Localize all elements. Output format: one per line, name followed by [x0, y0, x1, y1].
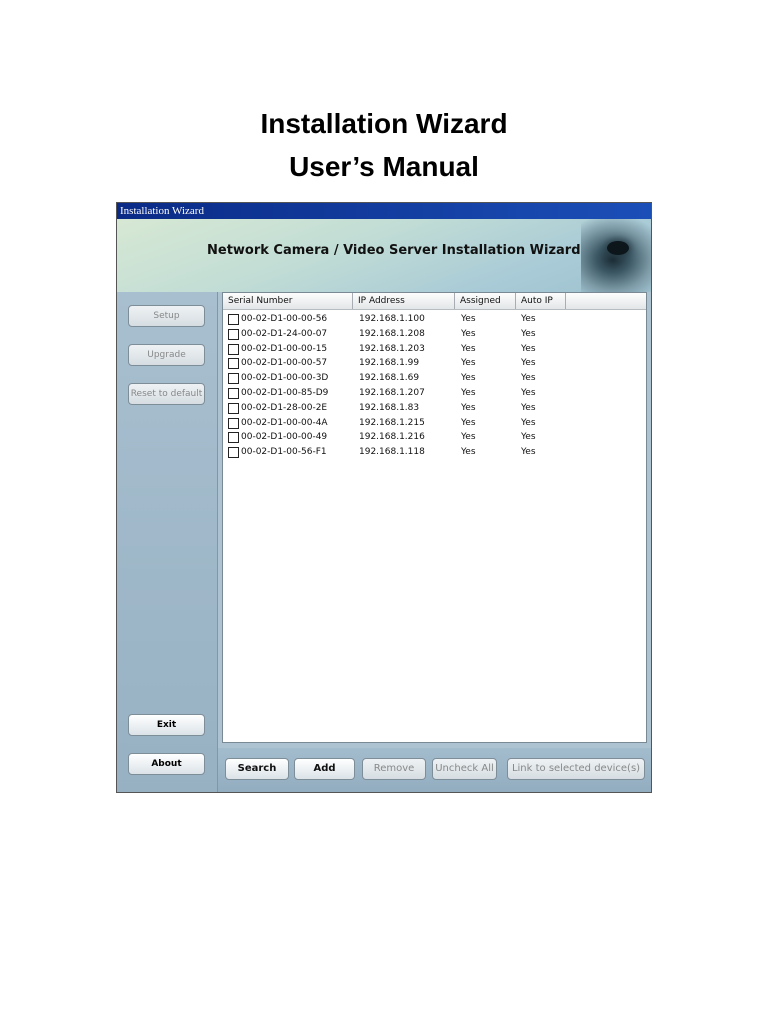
table-row[interactable]	[223, 430, 646, 445]
serial-number-cell: 00-02-D1-00-85-D9	[241, 388, 329, 398]
assigned-cell: Yes	[461, 417, 476, 428]
assigned-cell: Yes	[461, 314, 476, 324]
remove-button[interactable]: Remove	[362, 758, 426, 780]
row-checkbox[interactable]	[228, 447, 239, 458]
search-button[interactable]: Search	[225, 758, 289, 780]
serial-number-cell: 00-02-D1-00-00-49	[241, 432, 328, 443]
assigned-cell: Yes	[461, 358, 476, 369]
device-list[interactable]	[222, 292, 647, 743]
row-checkbox[interactable]	[228, 344, 239, 355]
assigned-cell: Yes	[461, 447, 476, 458]
row-checkbox[interactable]	[228, 418, 239, 429]
reset-to-default-button[interactable]: Reset to default	[128, 383, 205, 405]
window-titlebar[interactable]: Installation Wizard	[117, 203, 651, 219]
serial-number-cell: 00-02-D1-00-00-15	[241, 343, 328, 354]
table-row[interactable]	[223, 356, 646, 371]
table-row[interactable]	[223, 416, 646, 431]
assigned-cell: Yes	[461, 432, 476, 443]
ip-address-cell: 192.168.1.83	[359, 402, 420, 413]
row-checkbox[interactable]	[228, 403, 239, 414]
sidebar	[117, 292, 218, 792]
table-row[interactable]	[223, 342, 646, 357]
auto-ip-cell: Yes	[521, 343, 536, 354]
ip-address-cell: 192.168.1.100	[359, 314, 425, 324]
row-checkbox[interactable]	[228, 329, 239, 340]
ip-address-cell: 192.168.1.118	[359, 447, 425, 458]
assigned-cell: Yes	[461, 402, 476, 413]
auto-ip-cell: Yes	[521, 432, 536, 443]
banner-title: Network Camera / Video Server Installation Wizard	[207, 243, 581, 258]
assigned-cell: Yes	[461, 373, 476, 384]
serial-number-cell: 00-02-D1-00-56-F1	[241, 447, 327, 458]
table-row[interactable]	[223, 312, 646, 327]
table-row[interactable]	[223, 445, 646, 460]
auto-ip-cell: Yes	[521, 447, 536, 458]
assigned-cell: Yes	[461, 388, 476, 398]
uncheck-all-button[interactable]: Uncheck All	[432, 758, 497, 780]
row-checkbox[interactable]	[228, 314, 239, 325]
ip-address-cell: 192.168.1.215	[359, 417, 425, 428]
auto-ip-cell: Yes	[521, 314, 536, 324]
row-checkbox[interactable]	[228, 388, 239, 399]
row-checkbox[interactable]	[228, 358, 239, 369]
eye-pupil-image	[607, 241, 629, 255]
column-header-serial-number[interactable]: Serial Number	[223, 293, 353, 309]
ip-address-cell: 192.168.1.69	[359, 373, 420, 384]
about-button[interactable]: About	[128, 753, 205, 775]
serial-number-cell: 00-02-D1-00-00-3D	[241, 373, 329, 384]
column-header-auto-ip[interactable]: Auto IP	[516, 293, 566, 309]
eye-image	[581, 219, 651, 292]
row-checkbox[interactable]	[228, 432, 239, 443]
ip-address-cell: 192.168.1.99	[359, 358, 420, 369]
column-header-ip-address[interactable]: IP Address	[353, 293, 455, 309]
serial-number-cell: 00-02-D1-00-00-56	[241, 314, 328, 324]
device-list-header	[223, 293, 646, 310]
serial-number-cell: 00-02-D1-00-00-57	[241, 358, 328, 369]
assigned-cell: Yes	[461, 328, 476, 339]
serial-number-cell: 00-02-D1-24-00-07	[241, 328, 328, 339]
document-title: Installation Wizard	[260, 108, 508, 139]
bottom-toolbar	[218, 748, 651, 792]
banner	[117, 219, 651, 292]
auto-ip-cell: Yes	[521, 388, 536, 398]
link-to-selected-device-button[interactable]: Link to selected device(s)	[507, 758, 645, 780]
row-checkbox[interactable]	[228, 373, 239, 384]
auto-ip-cell: Yes	[521, 417, 536, 428]
add-button[interactable]: Add	[294, 758, 355, 780]
table-row[interactable]	[223, 401, 646, 416]
column-header-assigned[interactable]: Assigned	[455, 293, 516, 309]
installation-wizard-window	[116, 202, 652, 793]
ip-address-cell: 192.168.1.203	[359, 343, 425, 354]
ip-address-cell: 192.168.1.216	[359, 432, 425, 443]
table-row[interactable]	[223, 371, 646, 386]
exit-button[interactable]: Exit	[128, 714, 205, 736]
assigned-cell: Yes	[461, 343, 476, 354]
table-row[interactable]	[223, 327, 646, 342]
serial-number-cell: 00-02-D1-00-00-4A	[241, 417, 328, 428]
auto-ip-cell: Yes	[521, 358, 536, 369]
ip-address-cell: 192.168.1.208	[359, 328, 425, 339]
ip-address-cell: 192.168.1.207	[359, 388, 425, 398]
auto-ip-cell: Yes	[521, 328, 536, 339]
auto-ip-cell: Yes	[521, 402, 536, 413]
serial-number-cell: 00-02-D1-28-00-2E	[241, 402, 328, 413]
table-row[interactable]	[223, 386, 646, 401]
upgrade-button[interactable]: Upgrade	[128, 344, 205, 366]
document-subtitle: User’s Manual	[289, 151, 479, 182]
auto-ip-cell: Yes	[521, 373, 536, 384]
setup-button[interactable]: Setup	[128, 305, 205, 327]
